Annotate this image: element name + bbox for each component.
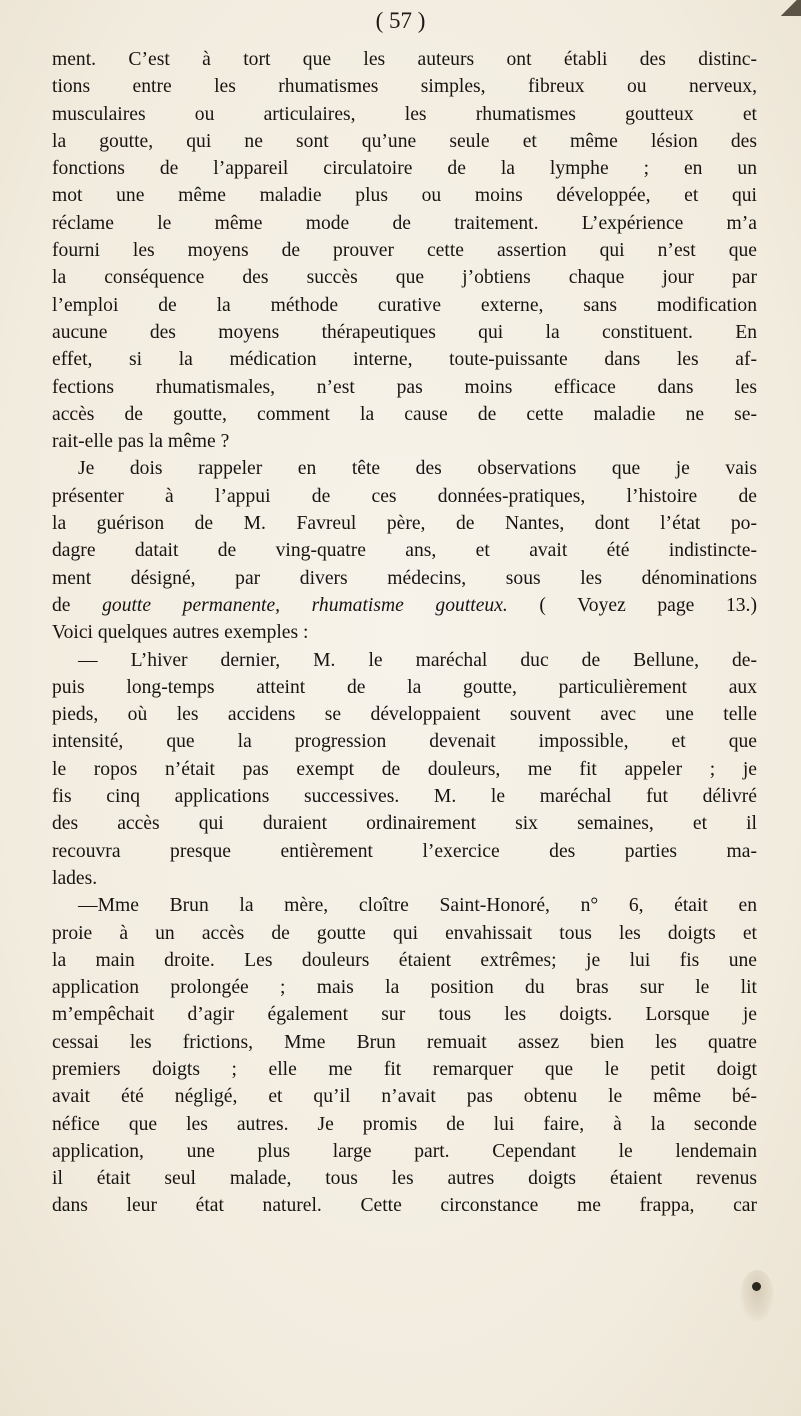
ink-dot	[752, 1282, 761, 1291]
text-line: lades.	[52, 867, 98, 889]
text-line: ment. C’est à tort que les auteurs ont établi des distinc-	[52, 49, 757, 70]
text-line: accès de goutte, comment la cause de cette maladie ne se-	[52, 403, 757, 425]
text-line: il était seul malade, tous les autres doigts étaient revenus	[52, 1168, 757, 1190]
text-line: puis long-temps atteint de la goutte, particulièrement aux	[52, 676, 757, 698]
text-line: le ropos n’était pas exempt de douleurs, me fit appeler ; je	[52, 758, 757, 780]
text-line: l’emploi de la méthode curative externe, sans modification	[52, 294, 757, 316]
text-line: application prolongée ; mais la position du bras sur le lit	[52, 977, 757, 999]
text-line: réclame le même mode de traitement. L’expérience m’a	[52, 212, 757, 234]
text-line: cessai les frictions, Mme Brun remuait assez bien les quatre	[52, 1031, 757, 1053]
text-line: m’empêchait d’agir également sur tous les doigts. Lorsque je	[52, 1004, 757, 1026]
text-line-mixed	[52, 592, 757, 619]
text-line: pieds, où les accidens se développaient souvent avec une telle	[52, 704, 757, 726]
text-line: ment désigné, par divers médecins, sous les dénominations	[52, 567, 757, 589]
text-line: proie à un accès de goutte qui envahissait tous les doigts et	[52, 922, 757, 944]
text-line: aucune des moyens thérapeutiques qui la constituent. En	[52, 321, 757, 343]
text-line: musculaires ou articulaires, les rhumatismes goutteux et	[52, 103, 757, 125]
text-line: application, une plus large part. Cependant le lendemain	[52, 1140, 757, 1162]
text-line: la goutte, qui ne sont qu’une seule et même lésion des	[52, 130, 757, 152]
text-line: —Mme Brun la mère, cloître Saint-Honoré, n° 6, était en	[78, 895, 757, 917]
text-line: Voici quelques autres exemples :	[52, 622, 309, 644]
text-line: — L’hiver dernier, M. le maréchal duc de Bellune, de-	[78, 649, 757, 671]
text-line: fections rhumatismales, n’est pas moins efficace dans les	[52, 376, 757, 398]
ink-stain	[740, 1270, 774, 1322]
text-line: fis cinq applications successives. M. le maréchal fut délivré	[52, 786, 757, 808]
text-line: la main droite. Les douleurs étaient extrêmes; je lui fis une	[52, 949, 757, 971]
text-line: fonctions de l’appareil circulatoire de la lymphe ; en un	[52, 158, 757, 180]
italic-term: goutte permanente, rhumatisme goutteux.	[102, 594, 508, 616]
text-line: dagre datait de ving-quatre ans, et avait été indistincte-	[52, 540, 757, 562]
text-line: intensité, que la progression devenait impossible, et que	[52, 731, 757, 753]
text-fragment: de	[52, 594, 103, 616]
text-line: mot une même maladie plus ou moins développée, et qui	[52, 185, 757, 207]
text-line: la guérison de M. Favreul père, de Nantes, dont l’état po-	[52, 513, 757, 535]
text-line: avait été négligé, et qu’il n’avait pas obtenu le même bé-	[52, 1086, 757, 1108]
text-line: dans leur état naturel. Cette circonstance me frappa, car	[52, 1195, 757, 1217]
text-line: des accès qui duraient ordinairement six semaines, et il	[52, 813, 757, 835]
text-line: recouvra presque entièrement l’exercice des parties ma-	[52, 840, 757, 862]
text-line: présenter à l’appui de ces données-pratiques, l’histoire de	[52, 485, 757, 507]
page-number: ( 57 )	[375, 8, 426, 33]
body-text	[52, 46, 757, 1220]
text-line: effet, si la médication interne, toute-puissante dans les af-	[52, 349, 757, 371]
text-line: néfice que les autres. Je promis de lui faire, à la seconde	[52, 1113, 757, 1135]
text-line: tions entre les rhumatismes simples, fibreux ou nerveux,	[52, 76, 757, 98]
text-line: la conséquence des succès que j’obtiens chaque jour par	[52, 267, 757, 289]
text-line: premiers doigts ; elle me fit remarquer que le petit doigt	[52, 1058, 757, 1080]
text-fragment: ( Voyez page 13.)	[507, 594, 757, 616]
text-line: fourni les moyens de prouver cette assertion qui n’est que	[52, 240, 757, 262]
text-line: Je dois rappeler en tête des observations que je vais	[78, 458, 757, 480]
text-line: rait-elle pas la même ?	[52, 431, 230, 453]
